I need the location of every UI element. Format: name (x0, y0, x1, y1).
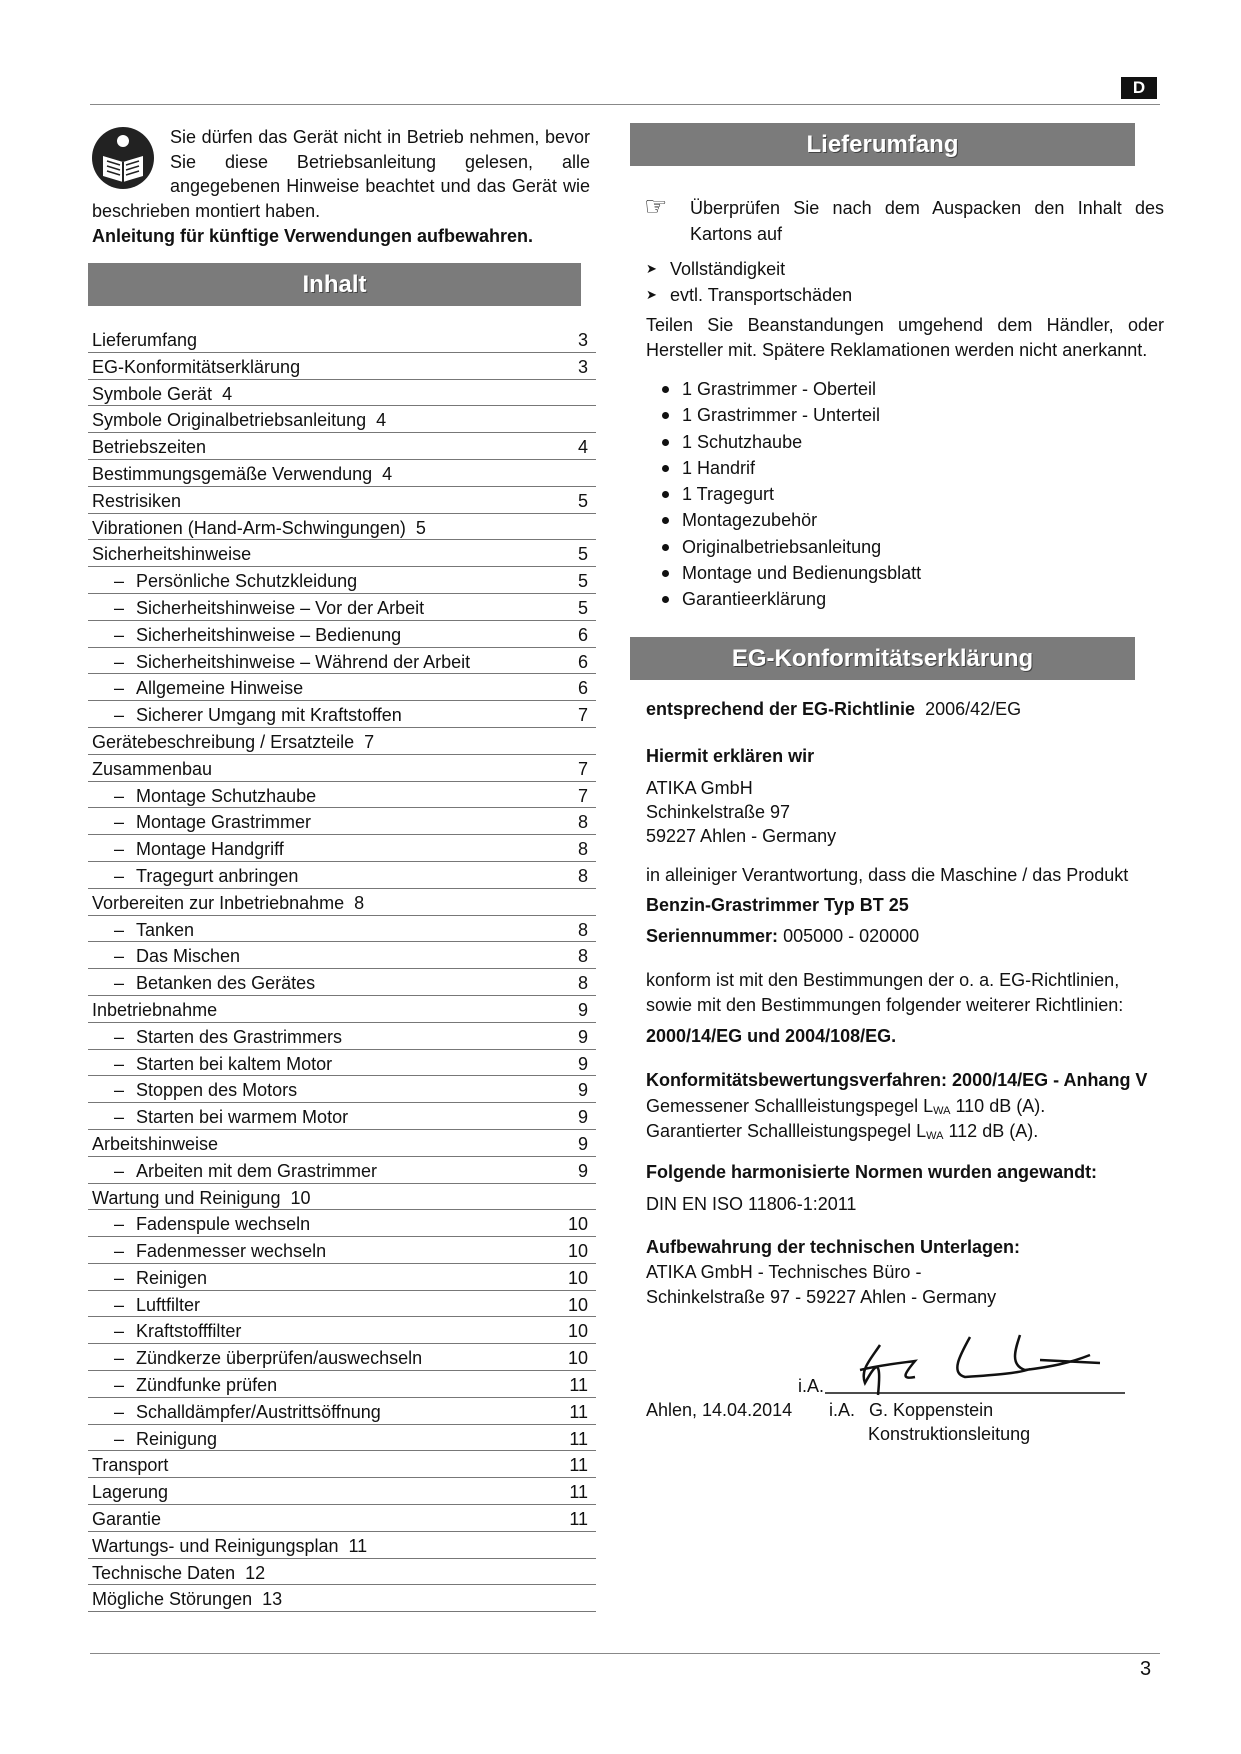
toc-row (88, 540, 596, 567)
toc-label-wrap (92, 384, 232, 405)
toc-label: Starten bei warmem Motor (136, 1107, 349, 1128)
toc-row (88, 1317, 596, 1344)
bullet-icon (662, 544, 669, 551)
toc-label: Symbole Gerät (92, 383, 213, 404)
toc-row (88, 996, 596, 1023)
bullet-icon (662, 491, 669, 498)
toc-page: 9 (577, 1053, 588, 1074)
list-item-label: Montage und Bedienungsblatt (682, 563, 922, 584)
toc-dash: – (114, 973, 125, 994)
delivery-hint: Überprüfen Sie nach dem Auspacken den Inhalt des Kartons auf (690, 198, 1164, 244)
toc-page: 10 (567, 1267, 588, 1288)
toc-row (88, 1184, 596, 1211)
toc-label: Montage Grastrimmer (136, 812, 312, 833)
toc-row (88, 1451, 596, 1478)
toc-label: Mögliche Störungen (92, 1589, 253, 1610)
directive-label: entsprechend der EG-Richtlinie (646, 699, 916, 719)
place-date: Ahlen, 14.04.2014 (646, 1400, 793, 1420)
list-item (662, 534, 921, 560)
toc-row (88, 835, 596, 862)
check-label: Vollständigkeit (670, 259, 786, 279)
toc-label-wrap (92, 330, 197, 351)
list-item-label: 1 Handrif (682, 457, 756, 478)
toc-label-wrap (92, 1563, 265, 1584)
delivery-title-bar (630, 123, 1135, 166)
toc-row (88, 621, 596, 648)
toc-page: 11 (569, 1401, 588, 1422)
list-item (662, 402, 921, 428)
list-item-label: 1 Grastrimmer - Oberteil (682, 379, 877, 399)
guaranteed-sub: WA (926, 1130, 944, 1142)
norms-value: DIN EN ISO 11806-1:2011 (646, 1194, 857, 1214)
toc-page: 9 (577, 1026, 588, 1047)
toc-label: Transport (92, 1455, 169, 1476)
toc-label: Zündfunke prüfen (136, 1375, 278, 1396)
toc-dash: – (114, 1267, 125, 1288)
toc-label: Montage Schutzhaube (136, 785, 317, 806)
toc-label: Kraftstofffilter (136, 1321, 242, 1342)
list-item (662, 586, 921, 612)
toc-page: 8 (577, 973, 588, 994)
toc-label-wrap (92, 893, 364, 914)
toc-row (88, 1585, 596, 1612)
check-label: evtl. Transportschäden (670, 285, 853, 305)
toc-page: 5 (577, 490, 588, 511)
toc-label-wrap (92, 1000, 217, 1021)
toc-label: Zündkerze überprüfen/auswechseln (136, 1348, 423, 1369)
measured-value: 110 dB (A). (955, 1096, 1046, 1116)
toc-row (88, 1559, 596, 1586)
toc-page: 4 (222, 383, 233, 404)
toc-label-wrap (92, 410, 386, 431)
toc-dash: – (114, 1026, 125, 1047)
toc-label-wrap (92, 1482, 168, 1503)
toc-label: Bestimmungsgemäße Verwendung (92, 463, 373, 484)
toc-row (88, 1103, 596, 1130)
toc-dash: – (114, 785, 125, 806)
toc-dash: – (114, 865, 125, 886)
signature-scribble (820, 1325, 1140, 1405)
toc-page: 4 (376, 410, 387, 431)
toc-label: Sicherheitshinweise – Vor der Arbeit (136, 597, 425, 618)
toc-page: 9 (577, 1160, 588, 1181)
conformity-title-bar (630, 637, 1135, 680)
toc-label: Wartungs- und Reinigungsplan (92, 1535, 339, 1556)
toc-row (88, 433, 596, 460)
toc-label: Betriebszeiten (92, 437, 207, 458)
toc-label-wrap (92, 1536, 367, 1557)
bullet-icon (662, 386, 669, 393)
toc-page: 8 (577, 946, 588, 967)
toc-label: Luftfilter (136, 1294, 201, 1315)
toc-page: 4 (382, 463, 393, 484)
toc-dash: – (114, 812, 125, 833)
toc-page: 10 (567, 1321, 588, 1342)
toc-label: Tanken (136, 919, 195, 940)
list-item-label: 1 Tragegurt (682, 484, 775, 505)
delivery-notice: Teilen Sie Beanstandungen umgehend dem Händler, oder Hersteller mit. Spätere Reklamationen werden nicht anerkannt. (646, 315, 1164, 360)
toc-label: Sicherheitshinweise (92, 544, 252, 565)
conformity-title: EG-Konformitätserklärung (731, 645, 1034, 672)
toc-page: 11 (569, 1428, 588, 1449)
toc-label: Tragegurt anbringen (136, 865, 299, 886)
toc-dash: – (114, 1053, 125, 1074)
toc-label: Restrisiken (92, 490, 182, 511)
toc-dash: – (114, 1160, 125, 1181)
responsibility-line: in alleiniger Verantwortung, dass die Maschine / das Produkt (646, 865, 1129, 885)
toc-row (88, 1264, 596, 1291)
toc-label: Arbeiten mit dem Grastrimmer (136, 1160, 378, 1181)
toc-dash: – (114, 705, 125, 726)
toc-row (88, 514, 596, 541)
measured-sub: WA (933, 1105, 951, 1117)
list-item (662, 481, 921, 507)
toc-label: Lagerung (92, 1482, 169, 1503)
toc-dash: – (114, 597, 125, 618)
toc-dash: – (114, 624, 125, 645)
toc-label: Zusammenbau (92, 758, 213, 779)
toc-row (88, 1157, 596, 1184)
toc-label: Starten bei kaltem Motor (136, 1053, 333, 1074)
list-item (662, 376, 921, 402)
toc-dash: – (114, 678, 125, 699)
check-item (646, 256, 852, 282)
toc-page: 4 (577, 437, 588, 458)
declare-line: Hiermit erklären wir (646, 746, 815, 766)
toc-row (88, 1371, 596, 1398)
toc-page: 8 (354, 892, 365, 913)
docs-label: Aufbewahrung der technischen Unterlagen: (646, 1237, 1021, 1257)
toc-page: 7 (577, 758, 588, 779)
toc-row (88, 380, 596, 407)
list-item-label: 1 Grastrimmer - Unterteil (682, 405, 881, 426)
toc-row (88, 1532, 596, 1559)
measured-level (646, 1096, 1045, 1117)
directive-value: 2006/42/EG (925, 699, 1022, 719)
list-item (662, 560, 921, 586)
arrow-icon: ➤ (646, 287, 657, 302)
toc-dash: – (114, 1321, 125, 1342)
toc-page: 7 (577, 785, 588, 806)
toc-label: Persönliche Schutzkleidung (136, 571, 358, 592)
toc-page: 8 (577, 919, 588, 940)
toc-page: 6 (577, 624, 588, 645)
serial-value: 005000 - 020000 (783, 926, 920, 946)
list-item (662, 429, 921, 455)
toc-page: 5 (577, 544, 588, 565)
toc-dash: – (114, 1080, 125, 1101)
toc-row (88, 326, 596, 353)
toc-row (88, 406, 596, 433)
toc-page: 11 (569, 1509, 588, 1530)
toc-row (88, 487, 596, 514)
toc-dash: – (114, 1348, 125, 1369)
company-street: Schinkelstraße 97 (646, 802, 791, 822)
toc-label-wrap (92, 544, 251, 565)
toc-page: 11 (569, 1375, 588, 1396)
company-city: 59227 Ahlen - Germany (646, 826, 837, 846)
toc-page: 5 (577, 597, 588, 618)
toc-row (88, 942, 596, 969)
toc-row (88, 1050, 596, 1077)
toc-page: 8 (577, 839, 588, 860)
toc-label: Arbeitshinweise (92, 1133, 219, 1154)
footer-rule (90, 1653, 1160, 1654)
toc-label: Betanken des Gerätes (136, 973, 316, 994)
toc-page: 7 (364, 731, 375, 752)
toc-label: Starten des Grastrimmers (136, 1026, 343, 1047)
toc-page: 6 (577, 678, 588, 699)
toc-dash: – (114, 839, 125, 860)
toc-page: 9 (577, 1080, 588, 1101)
signer-name: G. Koppenstein (869, 1400, 994, 1420)
toc-dash: – (114, 1241, 125, 1262)
toc-label: Stoppen des Motors (136, 1080, 298, 1101)
toc-row (88, 1076, 596, 1103)
toc-row (88, 916, 596, 943)
toc-page: 10 (567, 1241, 588, 1262)
toc-row (88, 1130, 596, 1157)
toc-label: Sicherheitshinweise – Bedienung (136, 624, 402, 645)
ia-top: i.A. (798, 1376, 825, 1396)
bullet-icon (662, 412, 669, 419)
docs-line-2: Schinkelstraße 97 - 59227 Ahlen - Germany (646, 1287, 997, 1307)
toc-page: 11 (348, 1535, 368, 1556)
page-number: 3 (1140, 1658, 1152, 1680)
toc-dash: – (114, 946, 125, 967)
toc-page: 11 (569, 1455, 588, 1476)
toc-label-wrap (92, 1188, 311, 1209)
toc-label: Fadenmesser wechseln (136, 1241, 327, 1262)
toc-label: Vorbereiten zur Inbetriebnahme (92, 892, 345, 913)
guaranteed-label: Garantierter Schallleistungspegel L (646, 1121, 927, 1141)
toc-row (88, 782, 596, 809)
toc-row (88, 1023, 596, 1050)
toc-label-wrap (92, 437, 206, 458)
toc-label: Sicherer Umgang mit Kraftstoffen (136, 705, 402, 726)
toc-label: Schalldämpfer/Austrittsöffnung (136, 1401, 381, 1422)
toc-page: 10 (567, 1294, 588, 1315)
check-list (646, 256, 852, 308)
bullet-icon (662, 517, 669, 524)
toc-dash: – (114, 1401, 125, 1422)
toc-label-wrap (92, 1589, 282, 1610)
toc-page: 3 (577, 330, 588, 350)
serial-line (646, 926, 919, 947)
toc-row (88, 755, 596, 782)
toc-row (88, 1210, 596, 1237)
toc-label-wrap (92, 732, 374, 753)
toc-label: Technische Daten (92, 1562, 236, 1583)
procedure-line: Konformitätsbewertungsverfahren: 2000/14/EG - Anhang V (646, 1070, 1148, 1090)
toc-dash: – (114, 1214, 125, 1235)
toc-row (88, 889, 596, 916)
product-name: Benzin-Grastrimmer Typ BT 25 (646, 895, 909, 915)
toc-row (88, 1237, 596, 1264)
toc-row (88, 460, 596, 487)
toc-label-wrap (92, 759, 212, 780)
delivery-items (662, 376, 921, 613)
toc-page: 13 (262, 1589, 283, 1610)
toc-row (88, 674, 596, 701)
toc-row (88, 594, 596, 621)
toc-title: Inhalt (302, 271, 367, 298)
language-badge: D (1121, 77, 1157, 99)
list-item-label: Originalbetriebsanleitung (682, 536, 882, 557)
docs-line-1: ATIKA GmbH - Technisches Büro - (646, 1262, 922, 1282)
guaranteed-value: 112 dB (A). (948, 1121, 1039, 1141)
toc-dash: – (114, 1375, 125, 1396)
toc-label-wrap (92, 1509, 161, 1530)
toc-row (88, 1398, 596, 1425)
pointing-hand-icon: ☞ (644, 191, 668, 221)
toc-label: Sicherheitshinweise – Während der Arbeit (136, 651, 471, 672)
toc-label: Fadenspule wechseln (136, 1214, 311, 1235)
toc-label-wrap (92, 464, 392, 485)
list-item-label: Garantieerklärung (682, 589, 827, 610)
conform-text: konform ist mit den Bestimmungen der o. a. EG-Richtlinien, sowie mit den Bestimmungen folgender weiterer Richtlinien: (646, 970, 1124, 1015)
toc-label: Lieferumfang (92, 330, 198, 350)
toc-label: Allgemeine Hinweise (136, 678, 304, 699)
toc-page: 11 (569, 1482, 588, 1503)
toc-row (88, 969, 596, 996)
toc-label-wrap (92, 1134, 218, 1155)
toc-row (88, 728, 596, 755)
serial-label: Seriennummer: (646, 926, 779, 946)
toc-dash: – (114, 1107, 125, 1128)
list-item-label: 1 Schutzhaube (682, 431, 803, 452)
toc-page: 8 (577, 812, 588, 833)
toc-row (88, 808, 596, 835)
delivery-title: Lieferumfang (806, 131, 959, 158)
toc-row (88, 701, 596, 728)
toc-label: Gerätebeschreibung / Ersatzteile (92, 731, 355, 752)
bullet-icon (662, 570, 669, 577)
intro-bold-note: Anleitung für künftige Verwendungen aufbewahren. (92, 226, 534, 246)
toc-page: 10 (290, 1187, 311, 1208)
toc-page: 6 (577, 651, 588, 672)
toc-page: 9 (577, 999, 588, 1020)
list-item-label: Montagezubehör (682, 510, 818, 531)
toc-label: Vibrationen (Hand-Arm-Schwingungen) (92, 517, 406, 538)
toc-label-wrap (92, 518, 426, 539)
toc-label-wrap (92, 491, 181, 512)
toc-row (88, 1478, 596, 1505)
toc-label-wrap (92, 1455, 168, 1476)
header-rule (90, 104, 1160, 105)
toc-label-wrap (92, 357, 300, 378)
toc-dash: – (114, 919, 125, 940)
measured-label: Gemessener Schallleistungspegel L (646, 1096, 934, 1116)
toc-page: 9 (577, 1107, 588, 1128)
list-item (662, 455, 921, 481)
directive-line (646, 699, 1021, 720)
toc-label: Reinigen (136, 1267, 208, 1288)
bullet-icon (662, 439, 669, 446)
toc-label: Inbetriebnahme (92, 999, 218, 1020)
toc-label: Das Mischen (136, 946, 241, 967)
toc-row (88, 648, 596, 675)
toc-row (88, 1425, 596, 1452)
toc-label: Symbole Originalbetriebsanleitung (92, 410, 367, 431)
toc-row (88, 353, 596, 380)
guaranteed-level (646, 1121, 1038, 1142)
toc-label: Wartung und Reinigung (92, 1187, 281, 1208)
toc-page: 9 (577, 1133, 588, 1154)
table-of-contents (88, 326, 596, 1612)
toc-row (88, 862, 596, 889)
toc-row (88, 1505, 596, 1532)
toc-dash: – (114, 571, 125, 592)
toc-row (88, 1344, 596, 1371)
toc-page: 5 (415, 517, 426, 538)
toc-page: 5 (577, 571, 588, 592)
norms-label: Folgende harmonisierte Normen wurden angewandt: (646, 1162, 1098, 1182)
toc-row (88, 1291, 596, 1318)
toc-title-bar (88, 263, 581, 306)
ia-bottom: i.A. (829, 1400, 856, 1420)
bullet-icon (662, 465, 669, 472)
toc-label: Montage Handgriff (136, 839, 284, 860)
toc-row (88, 567, 596, 594)
toc-page: 7 (577, 705, 588, 726)
toc-label: Garantie (92, 1509, 162, 1530)
further-directives: 2000/14/EG und 2004/108/EG. (646, 1026, 897, 1046)
toc-label: EG-Konformitätserklärung (92, 356, 301, 377)
toc-dash: – (114, 1294, 125, 1315)
company-name: ATIKA GmbH (646, 778, 753, 798)
intro-text: Sie dürfen das Gerät nicht in Betrieb nehmen, bevor Sie diese Betriebsanleitung gelesen, alle angegebenen Hinweise beachtet und das Gerät wie beschrieben montiert haben. (92, 127, 590, 221)
arrow-icon: ➤ (646, 261, 657, 276)
toc-page: 8 (577, 865, 588, 886)
signer-role: Konstruktionsleitung (868, 1424, 1031, 1444)
toc-dash: – (114, 1428, 125, 1449)
toc-page: 3 (577, 356, 588, 377)
check-item (646, 282, 852, 308)
toc-page: 10 (567, 1348, 588, 1369)
list-item (662, 507, 921, 533)
toc-dash: – (114, 651, 125, 672)
bullet-icon (662, 596, 669, 603)
toc-label: Reinigung (136, 1428, 218, 1449)
toc-page: 12 (245, 1562, 266, 1583)
toc-page: 10 (567, 1214, 588, 1235)
